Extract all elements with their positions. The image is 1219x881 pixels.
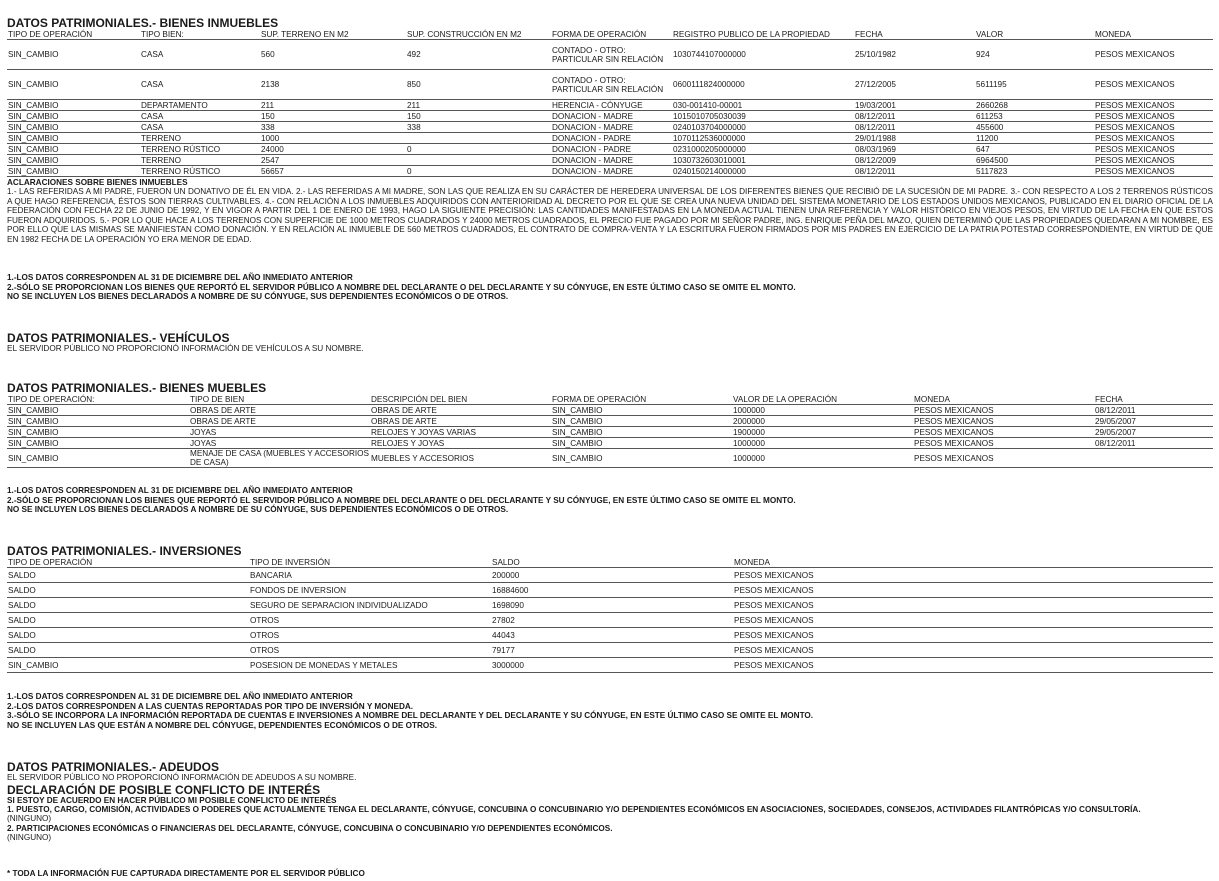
muebles-note: 1.-LOS DATOS CORRESPONDEN AL 31 DE DICIEMBRE DEL AÑO INMEDIATO ANTERIOR — [7, 486, 353, 495]
inversiones-cell: SIN_CAMBIO — [7, 658, 249, 673]
inversiones-note: 1.-LOS DATOS CORRESPONDEN AL 31 DE DICIEMBRE DEL AÑO INMEDIATO ANTERIOR — [7, 692, 353, 701]
table-row — [7, 416, 1213, 427]
inmuebles-cell: 5611195 — [975, 70, 1094, 100]
muebles-section — [7, 382, 1213, 468]
vehiculos-section — [7, 332, 1213, 354]
inversiones-header-cell: SALDO — [491, 557, 733, 568]
inmuebles-cell: 6964500 — [975, 155, 1094, 166]
inmuebles-cell: CASA — [140, 40, 260, 70]
inmuebles-cell: 211 — [406, 100, 551, 111]
inversiones-section — [7, 545, 1213, 673]
conflicto-item-2: 2. PARTICIPACIONES ECONÓMICAS O FINANCIERAS DEL DECLARANTE, CÓNYUGE, CONCUBINA O CONCUBINARIO Y/O DEPENDIENTES ECONÓMICOS. — [7, 823, 613, 833]
inmuebles-header-cell: FECHA — [854, 29, 975, 40]
muebles-cell: MUEBLES Y ACCESORIOS — [370, 449, 551, 468]
inmuebles-cell: TERRENO RÚSTICO — [140, 144, 260, 155]
inversiones-cell: PESOS MEXICANOS — [733, 568, 1213, 583]
inmuebles-note: 1.-LOS DATOS CORRESPONDEN AL 31 DE DICIEMBRE DEL AÑO INMEDIATO ANTERIOR — [7, 273, 353, 282]
inmuebles-header-cell: MONEDA — [1094, 29, 1213, 40]
conflicto-title: DECLARACIÓN DE POSIBLE CONFLICTO DE INTERÉS — [7, 783, 321, 797]
inversiones-cell: 44043 — [491, 628, 733, 643]
muebles-cell: PESOS MEXICANOS — [913, 449, 1094, 468]
inmuebles-cell: TERRENO — [140, 133, 260, 144]
table-row — [7, 40, 1213, 70]
table-row — [7, 568, 1213, 583]
inmuebles-header-cell: FORMA DE OPERACIÓN — [551, 29, 672, 40]
inmuebles-cell: 850 — [406, 70, 551, 100]
vehiculos-text: EL SERVIDOR PÚBLICO NO PROPORCIONÓ INFORMACIÓN DE VEHÍCULOS A SU NOMBRE. — [7, 344, 364, 353]
inversiones-cell: 3000000 — [491, 658, 733, 673]
muebles-cell: 1000000 — [732, 449, 913, 468]
muebles-cell: SIN_CAMBIO — [551, 449, 732, 468]
inversiones-cell: FONDOS DE INVERSION — [249, 583, 491, 598]
inversiones-cell: PESOS MEXICANOS — [733, 598, 1213, 613]
inmuebles-cell: TERRENO — [140, 155, 260, 166]
inversiones-cell: OTROS — [249, 613, 491, 628]
inmuebles-header-cell: REGISTRO PUBLICO DE LA PROPIEDAD — [672, 29, 854, 40]
muebles-note: 2.-SÓLO SE PROPORCIONAN LOS BIENES QUE REPORTÓ EL SERVIDOR PÚBLICO A NOMBRE DEL DECLARANTE O DEL DECLARANTE Y SU CÓNYUGE, EN ESTE ÚLTIMO CASO SE OMITE EL MONTO. — [7, 495, 796, 505]
table-row — [7, 643, 1213, 658]
table-row — [7, 166, 1213, 177]
inmuebles-header-cell: TIPO DE OPERACIÓN — [7, 29, 140, 40]
table-row — [7, 405, 1213, 416]
muebles-cell: OBRAS DE ARTE — [189, 416, 370, 427]
muebles-header-cell: DESCRIPCIÓN DEL BIEN — [370, 394, 551, 405]
inversiones-cell: SALDO — [7, 628, 249, 643]
muebles-cell: MENAJE DE CASA (MUEBLES Y ACCESORIOS DE CASA) — [190, 449, 369, 467]
muebles-cell: PESOS MEXICANOS — [913, 427, 1094, 438]
inmuebles-header-cell: SUP. CONSTRUCCIÓN EN M2 — [406, 29, 551, 40]
inversiones-cell: 16884600 — [491, 583, 733, 598]
inmuebles-header-cell: SUP. TERRENO EN M2 — [260, 29, 406, 40]
muebles-cell: SIN_CAMBIO — [551, 416, 732, 427]
inmuebles-cell: PESOS MEXICANOS — [1094, 70, 1213, 100]
inmuebles-cell: SIN_CAMBIO — [7, 40, 140, 70]
muebles-header-cell: TIPO DE OPERACIÓN: — [7, 394, 189, 405]
inmuebles-cell: 338 — [406, 122, 551, 133]
inmuebles-cell: 0240103704000000 — [672, 122, 854, 133]
muebles-header-cell: FECHA — [1094, 394, 1213, 405]
muebles-header-cell: TIPO DE BIEN — [189, 394, 370, 405]
inmuebles-table — [7, 29, 1213, 177]
inversiones-cell: PESOS MEXICANOS — [733, 628, 1213, 643]
inmuebles-cell: 5117823 — [975, 166, 1094, 177]
inmuebles-cell: SIN_CAMBIO — [7, 111, 140, 122]
muebles-cell: OBRAS DE ARTE — [370, 405, 551, 416]
muebles-table — [7, 394, 1213, 468]
inmuebles-cell: 455600 — [975, 122, 1094, 133]
inmuebles-header-cell: VALOR — [975, 29, 1094, 40]
inmuebles-title: DATOS PATRIMONIALES.- BIENES INMUEBLES — [7, 16, 279, 30]
table-row — [7, 598, 1213, 613]
muebles-cell: SIN_CAMBIO — [7, 405, 189, 416]
inmuebles-cell: 611253 — [975, 111, 1094, 122]
inversiones-header-cell: TIPO DE OPERACIÓN — [7, 557, 249, 568]
inversiones-table — [7, 557, 1213, 673]
muebles-cell: SIN_CAMBIO — [7, 416, 189, 427]
conflicto-item-2-value: (NINGUNO) — [7, 832, 52, 842]
footer-note: * TODA LA INFORMACIÓN FUE CAPTURADA DIRECTAMENTE POR EL SERVIDOR PÚBLICO — [7, 869, 365, 878]
inversiones-cell: SALDO — [7, 568, 249, 583]
table-row — [7, 628, 1213, 643]
inversiones-cell: PESOS MEXICANOS — [733, 613, 1213, 628]
inversiones-cell: 27802 — [491, 613, 733, 628]
conflicto-section — [7, 784, 1213, 842]
inversiones-cell: OTROS — [249, 643, 491, 658]
inmuebles-cell — [406, 155, 551, 166]
aclaraciones-text: 1.- LAS REFERIDAS A MI PADRE, FUERON UN DONATIVO DE ÉL EN VIDA. 2.- LAS REFERIDAS A MI MADRE, SON LAS QUE REALIZA EN SU CARÁCTER DE HEREDERA UNIVERSAL DE LOS DIFERENTES BIENES QUE RECIBIÓ DE LA SUCESIÓN DE MI PADRE. 3.- CON RESPECTO A LOS 2 TERRENOS RÚSTICOS A QUE HAGO REFERENCIA, ÉSTOS SON TIERRAS CULTIVABLES. 4.- CON RELACIÓN A LOS INMUEBLES ADQUIRIDOS CON ANTERIORIDAD AL DECRETO POR EL QUE SE CREA UNA NUEVA UNIDAD DEL SISTEMA MONETARIO DE LOS ESTADOS UNIDOS MEXICANOS, PUBLICADO EN EL DIARIO OFICIAL DE LA FEDERACIÓN CON FECHA 22 DE JUNIO DE 1992, Y EN VIGOR A PARTIR DEL 1 DE ENERO DE 1993, HAGO LA SIGUIENTE PRECISIÓN: LAS CANTIDADES MANIFESTADAS EN LA MONEDA ACTUAL TIENEN UNA REFERENCIA Y VALOR HISTÓRICO EN VIEJOS PESOS, EN VIRTUD DE LA FECHA EN QUE ESTOS FUERON ADQUIRIDOS. 5.- POR LO QUE HACE A LOS TERRENOS CON SUPERFICIE DE 1000 METROS CUADRADOS Y 24000 METROS CUADRADOS, EL PRECIO FUE PAGADO POR MI SEÑOR PADRE, ING. ENRIQUE PEÑA DEL MAZO, QUIEN DETERMINÓ QUE LAS PROPIEDADES QUEDARAN A MI NOMBRE, ES POR ELLO QUE LAS MISMAS SE MANIFIESTAN COMO DONACIÓN. Y EN RELACIÓN AL INMUEBLE DE 560 METROS CUADRADOS, EL CONTRATO DE COMPRA-VENTA Y LA ESCRITURA FUERON FIRMADOS POR MIS PADRES EN EJERCICIO DE LA PATRIA POTESTAD CORRESPONDIENTE, EN VIRTUD DE QUE EN 1982 FECHA DE LA OPERACIÓN YO ERA MENOR DE EDAD. — [7, 187, 1213, 244]
table-row — [7, 658, 1213, 673]
inmuebles-cell: DONACION - MADRE — [551, 166, 672, 177]
muebles-cell: SIN_CAMBIO — [551, 438, 732, 449]
inmuebles-cell: 211 — [260, 100, 406, 111]
adeudos-text: EL SERVIDOR PÚBLICO NO PROPORCIONÓ INFORMACIÓN DE ADEUDOS A SU NOMBRE. — [7, 773, 357, 782]
inmuebles-cell: PESOS MEXICANOS — [1094, 100, 1213, 111]
table-row — [7, 100, 1213, 111]
inmuebles-cell: PESOS MEXICANOS — [1094, 122, 1213, 133]
inversiones-header-cell: MONEDA — [733, 557, 1213, 568]
conflicto-item-1: 1. PUESTO, CARGO, COMISIÓN, ACTIVIDADES O PODERES QUE ACTUALMENTE TENGA EL DECLARANTE, CÓNYUGE, CONCUBINA O CONCUBINARIO Y/O DEPENDIENTES ECONÓMICOS EN ASOCIACIONES, SOCIEDADES, CONSEJOS, ACTIVIDADES FILANTRÓPICAS Y/O CONSULTORÍA. — [7, 805, 1141, 814]
table-row — [7, 438, 1213, 449]
table-row — [7, 613, 1213, 628]
inmuebles-cell: CASA — [140, 122, 260, 133]
inversiones-note: NO SE INCLUYEN LAS QUE ESTÁN A NOMBRE DEL CÓNYUGE, DEPENDIENTES ECONÓMICOS O DE OTROS. — [7, 721, 438, 731]
inversiones-cell: PESOS MEXICANOS — [733, 643, 1213, 658]
inmuebles-cell: 08/03/1969 — [854, 144, 975, 155]
inmuebles-cell: SIN_CAMBIO — [7, 122, 140, 133]
inversiones-notes — [7, 692, 1213, 731]
adeudos-section — [7, 761, 1213, 783]
inversiones-note: 2.-LOS DATOS CORRESPONDEN A LAS CUENTAS REPORTADAS POR TIPO DE INVERSIÓN Y MONEDA. — [7, 701, 414, 711]
inmuebles-cell: 150 — [406, 111, 551, 122]
inmuebles-cell: 56657 — [260, 166, 406, 177]
inmuebles-cell: 2660268 — [975, 100, 1094, 111]
inmuebles-cell: 0231000205000000 — [672, 144, 854, 155]
inmuebles-cell: 08/12/2011 — [854, 122, 975, 133]
inversiones-cell: 200000 — [491, 568, 733, 583]
inmuebles-cell: 1030732603010001 — [672, 155, 854, 166]
inmuebles-cell: 25/10/1982 — [854, 40, 975, 70]
muebles-cell: SIN_CAMBIO — [7, 427, 189, 438]
inversiones-cell: PESOS MEXICANOS — [733, 583, 1213, 598]
inversiones-cell: 1698090 — [491, 598, 733, 613]
table-row — [7, 111, 1213, 122]
inmuebles-cell: TERRENO RÚSTICO — [140, 166, 260, 177]
inversiones-cell: SALDO — [7, 613, 249, 628]
muebles-cell — [1094, 449, 1213, 468]
table-row — [7, 122, 1213, 133]
table-row — [7, 155, 1213, 166]
muebles-cell: PESOS MEXICANOS — [913, 416, 1094, 427]
inversiones-header-row — [7, 557, 1213, 568]
inmuebles-cell: 1030744107000000 — [672, 40, 854, 70]
inmuebles-cell: PESOS MEXICANOS — [1094, 144, 1213, 155]
muebles-cell: SIN_CAMBIO — [551, 427, 732, 438]
inversiones-header-cell: TIPO DE INVERSIÓN — [249, 557, 491, 568]
inversiones-cell: SALDO — [7, 598, 249, 613]
inmuebles-cell: PESOS MEXICANOS — [1094, 166, 1213, 177]
inmuebles-notes — [7, 273, 1213, 302]
inmuebles-cell: 24000 — [260, 144, 406, 155]
muebles-cell: SIN_CAMBIO — [7, 449, 189, 468]
inversiones-cell: SALDO — [7, 643, 249, 658]
muebles-header-cell: VALOR DE LA OPERACIÓN — [732, 394, 913, 405]
inmuebles-cell: 0 — [406, 144, 551, 155]
inmuebles-header-row — [7, 29, 1213, 40]
inmuebles-header-cell: TIPO BIEN: — [140, 29, 260, 40]
inmuebles-cell: 0600111824000000 — [672, 70, 854, 100]
muebles-cell: PESOS MEXICANOS — [913, 438, 1094, 449]
inversiones-cell: PESOS MEXICANOS — [733, 658, 1213, 673]
inmuebles-cell: 924 — [975, 40, 1094, 70]
inmuebles-cell: 08/12/2009 — [854, 155, 975, 166]
inmuebles-cell: 0240150214000000 — [672, 166, 854, 177]
inversiones-cell: 79177 — [491, 643, 733, 658]
inmuebles-cell: CONTADO - OTRO: PARTICULAR SIN RELACIÓN — [551, 40, 672, 70]
table-row — [7, 583, 1213, 598]
inmuebles-cell: CASA — [140, 70, 260, 100]
inmuebles-cell: 08/12/2011 — [854, 166, 975, 177]
muebles-cell: JOYAS — [189, 438, 370, 449]
muebles-title: DATOS PATRIMONIALES.- BIENES MUEBLES — [7, 381, 267, 395]
inversiones-cell: OTROS — [249, 628, 491, 643]
muebles-notes — [7, 486, 1213, 515]
muebles-cell: 1900000 — [732, 427, 913, 438]
inmuebles-cell: CASA — [140, 111, 260, 122]
inmuebles-cell: SIN_CAMBIO — [7, 133, 140, 144]
inmuebles-cell: PESOS MEXICANOS — [1094, 40, 1213, 70]
muebles-cell: RELOJES Y JOYAS VARIAS — [370, 427, 551, 438]
inversiones-title: DATOS PATRIMONIALES.- INVERSIONES — [7, 544, 242, 558]
inmuebles-cell: 29/01/1988 — [854, 133, 975, 144]
muebles-note: NO SE INCLUYEN LOS BIENES DECLARADOS A NOMBRE DE SU CÓNYUGE, SUS DEPENDIENTES ECONÓMICOS O DE OTROS. — [7, 505, 509, 515]
table-row — [7, 133, 1213, 144]
inmuebles-cell: SIN_CAMBIO — [7, 155, 140, 166]
inmuebles-cell: 1000 — [260, 133, 406, 144]
inversiones-cell: BANCARIA — [249, 568, 491, 583]
inmuebles-cell: DONACION - PADRE — [551, 144, 672, 155]
muebles-cell: 29/05/2007 — [1094, 416, 1213, 427]
inmuebles-cell: SIN_CAMBIO — [7, 166, 140, 177]
muebles-cell: PESOS MEXICANOS — [913, 405, 1094, 416]
inmuebles-note: 2.-SÓLO SE PROPORCIONAN LOS BIENES QUE REPORTÓ EL SERVIDOR PÚBLICO A NOMBRE DEL DECLARANTE O DEL DECLARANTE Y SU CÓNYUGE, EN ESTE ÚLTIMO CASO SE OMITE EL MONTO. — [7, 282, 796, 292]
inmuebles-cell: 27/12/2005 — [854, 70, 975, 100]
inmuebles-cell: 2138 — [260, 70, 406, 100]
muebles-header-cell: MONEDA — [913, 394, 1094, 405]
inmuebles-cell: DONACION - MADRE — [551, 111, 672, 122]
muebles-cell: 1000000 — [732, 438, 913, 449]
muebles-cell: OBRAS DE ARTE — [189, 405, 370, 416]
inmuebles-cell: 560 — [260, 40, 406, 70]
inmuebles-cell: 338 — [260, 122, 406, 133]
table-row — [7, 144, 1213, 155]
muebles-cell: OBRAS DE ARTE — [370, 416, 551, 427]
inmuebles-cell: HERENCIA - CÓNYUGE — [551, 100, 672, 111]
inversiones-cell: POSESION DE MONEDAS Y METALES — [249, 658, 491, 673]
inmuebles-note: NO SE INCLUYEN LOS BIENES DECLARADOS A NOMBRE DE SU CÓNYUGE, SUS DEPENDIENTES ECONÓMICOS O DE OTROS. — [7, 292, 509, 302]
inmuebles-cell: 11200 — [975, 133, 1094, 144]
muebles-cell: 1000000 — [732, 405, 913, 416]
inversiones-cell: SEGURO DE SEPARACION INDIVIDUALIZADO — [249, 598, 491, 613]
table-row — [7, 70, 1213, 100]
inmuebles-cell: PESOS MEXICANOS — [1094, 155, 1213, 166]
inmuebles-cell: 0 — [406, 166, 551, 177]
muebles-header-row — [7, 394, 1213, 405]
adeudos-title: DATOS PATRIMONIALES.- ADEUDOS — [7, 760, 220, 774]
inmuebles-cell: 492 — [406, 40, 551, 70]
vehiculos-title: DATOS PATRIMONIALES.- VEHÍCULOS — [7, 331, 230, 345]
inmuebles-cell — [406, 133, 551, 144]
inmuebles-cell: SIN_CAMBIO — [7, 144, 140, 155]
inmuebles-cell: 19/03/2001 — [854, 100, 975, 111]
aclaraciones-title: ACLARACIONES SOBRE BIENES INMUEBLES — [7, 178, 188, 187]
muebles-cell: 08/12/2011 — [1094, 438, 1213, 449]
inmuebles-cell: 030-001410-00001 — [672, 100, 854, 111]
inversiones-cell: SALDO — [7, 583, 249, 598]
inmuebles-cell: 1015010705030039 — [672, 111, 854, 122]
muebles-cell: RELOJES Y JOYAS — [370, 438, 551, 449]
muebles-cell: SIN_CAMBIO — [551, 405, 732, 416]
inmuebles-cell: 2547 — [260, 155, 406, 166]
inmuebles-cell: SIN_CAMBIO — [7, 70, 140, 100]
muebles-cell: SIN_CAMBIO — [7, 438, 189, 449]
inmuebles-cell: 647 — [975, 144, 1094, 155]
table-row — [7, 449, 1213, 468]
conflicto-subtitle: SI ESTOY DE ACUERDO EN HACER PÚBLICO MI POSIBLE CONFLICTO DE INTERÉS — [7, 796, 337, 805]
inmuebles-cell: PESOS MEXICANOS — [1094, 111, 1213, 122]
inmuebles-cell: DONACION - PADRE — [551, 133, 672, 144]
inmuebles-cell: CONTADO - OTRO: PARTICULAR SIN RELACIÓN — [551, 70, 672, 100]
inversiones-note: 3.-SÓLO SE INCORPORA LA INFORMACIÓN REPORTADA DE CUENTAS E INVERSIONES A NOMBRE DEL DECLARANTE Y DEL DECLARANTE Y SU CÓNYUGE, EN ESTE ÚLTIMO CASO SE OMITE EL MONTO. — [7, 711, 814, 721]
inmuebles-cell: DONACION - MADRE — [551, 155, 672, 166]
inmuebles-cell: DEPARTAMENTO — [140, 100, 260, 111]
inmuebles-cell: 150 — [260, 111, 406, 122]
muebles-header-cell: FORMA DE OPERACIÓN — [551, 394, 732, 405]
inmuebles-cell: 08/12/2011 — [854, 111, 975, 122]
inmuebles-cell: DONACION - MADRE — [551, 122, 672, 133]
muebles-cell: JOYAS — [189, 427, 370, 438]
muebles-cell: 29/05/2007 — [1094, 427, 1213, 438]
muebles-cell: 08/12/2011 — [1094, 405, 1213, 416]
muebles-cell: 2000000 — [732, 416, 913, 427]
inmuebles-cell: PESOS MEXICANOS — [1094, 133, 1213, 144]
table-row — [7, 427, 1213, 438]
inmuebles-cell: 1070112536000000 — [672, 133, 854, 144]
inmuebles-cell: SIN_CAMBIO — [7, 100, 140, 111]
conflicto-item-1-value: (NINGUNO) — [7, 814, 52, 823]
inmuebles-section — [7, 17, 1213, 245]
